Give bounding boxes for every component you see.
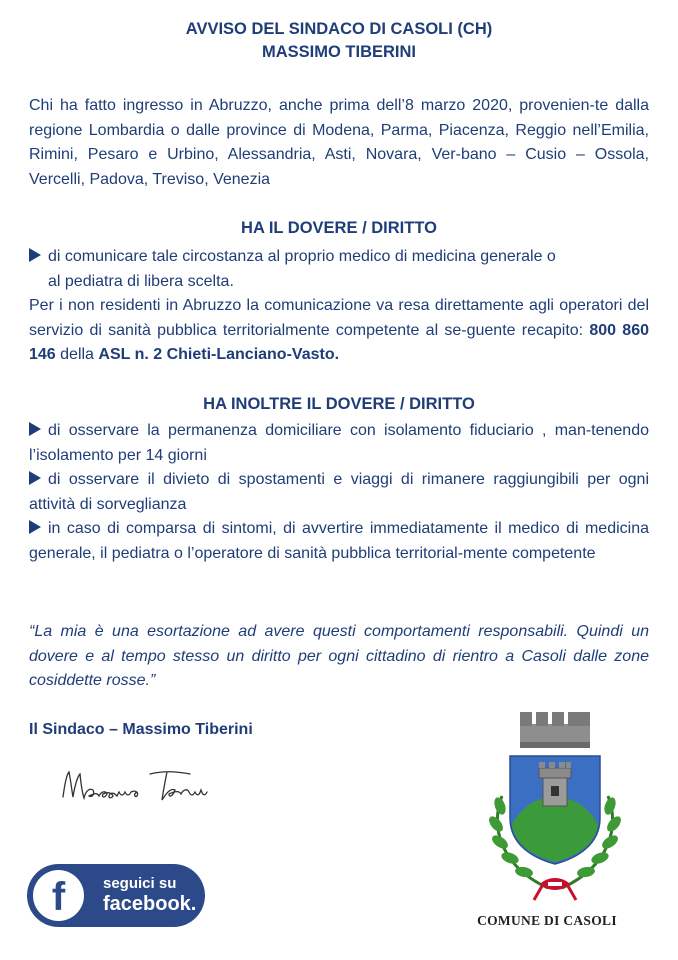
- casoli-coat-of-arms-icon: [470, 706, 640, 906]
- mayor-quote: “La mia è una esortazione ad avere questi comportamenti responsabili. Quindi un dovere e al tempo stesso un diritto per ogni cittadino di rientro a Casoli dalle zone cosiddette rosse.”: [29, 623, 649, 689]
- section1-bullet: [29, 245, 649, 294]
- facebook-f-icon: f: [51, 875, 66, 919]
- handwritten-signature: [55, 752, 255, 812]
- nonresidents-paragraph: [29, 294, 649, 368]
- phone-connector: della: [55, 346, 99, 363]
- section1-heading: HA IL DOVERE / DIRITTO: [241, 219, 437, 237]
- title-line-1: AVVISO DEL SINDACO DI CASOLI (CH): [185, 20, 493, 38]
- triangle-bullet-icon: [29, 248, 41, 262]
- section2-bullet-3: [29, 517, 649, 566]
- phone-number: 800 860 146: [29, 321, 649, 363]
- section2-heading: HA INOLTRE IL DOVERE / DIRITTO: [203, 395, 475, 413]
- notice-title: [0, 18, 678, 64]
- triangle-bullet-icon: [29, 471, 41, 485]
- title-line-2: MASSIMO TIBERINI: [261, 43, 416, 61]
- facebook-follow-button[interactable]: [27, 864, 205, 927]
- intro-paragraph: Chi ha fatto ingresso in Abruzzo, anche prima dell’8 marzo 2020, provenien-te dalla regione Lombardia o dalle province di Modena, Parma, Piacenza, Reggio nell’Emilia, Rimini, Pesaro e Urbino, Alessandria, Asti, Novara, Ver-bano – Cusio – Ossola, Vercelli, Padova, Treviso, Venezia: [29, 97, 649, 188]
- signature-line: Il Sindaco – Massimo Tiberini: [29, 721, 253, 738]
- bullet-text: di osservare la permanenza domiciliare con isolamento fiduciario , man-tenendo l’isolamento per 14 giorni: [29, 422, 649, 464]
- section2-bullet-2: [29, 468, 649, 517]
- nonresidents-text: Per i non residenti in Abruzzo la comunicazione va resa direttamente agli operatori del servizio di sanità pubblica territorialmente competente al se-guente recapito:: [29, 297, 649, 339]
- bullet-text: di osservare il divieto di spostamenti e viaggi di rimanere raggiungibili per ogni attività di sorveglianza: [29, 471, 649, 513]
- comune-caption: COMUNE DI CASOLI: [477, 913, 617, 928]
- asl-name: ASL n. 2 Chieti-Lanciano-Vasto.: [98, 346, 340, 363]
- bullet-text-line2: al pediatra di libera scelta.: [48, 272, 234, 290]
- triangle-bullet-icon: [29, 520, 41, 534]
- triangle-bullet-icon: [29, 422, 41, 436]
- bullet-text: in caso di comparsa di sintomi, di avvertire immediatamente il medico di medicina generale, il pediatra o l’operatore di sanità pubblica territorial-mente competente: [29, 520, 649, 562]
- section2-bullet-1: [29, 419, 649, 468]
- bullet-text-line1: di comunicare tale circostanza al proprio medico di medicina generale o: [48, 248, 556, 265]
- facebook-line1: seguici su: [103, 875, 177, 892]
- facebook-line2: facebook.: [103, 893, 197, 915]
